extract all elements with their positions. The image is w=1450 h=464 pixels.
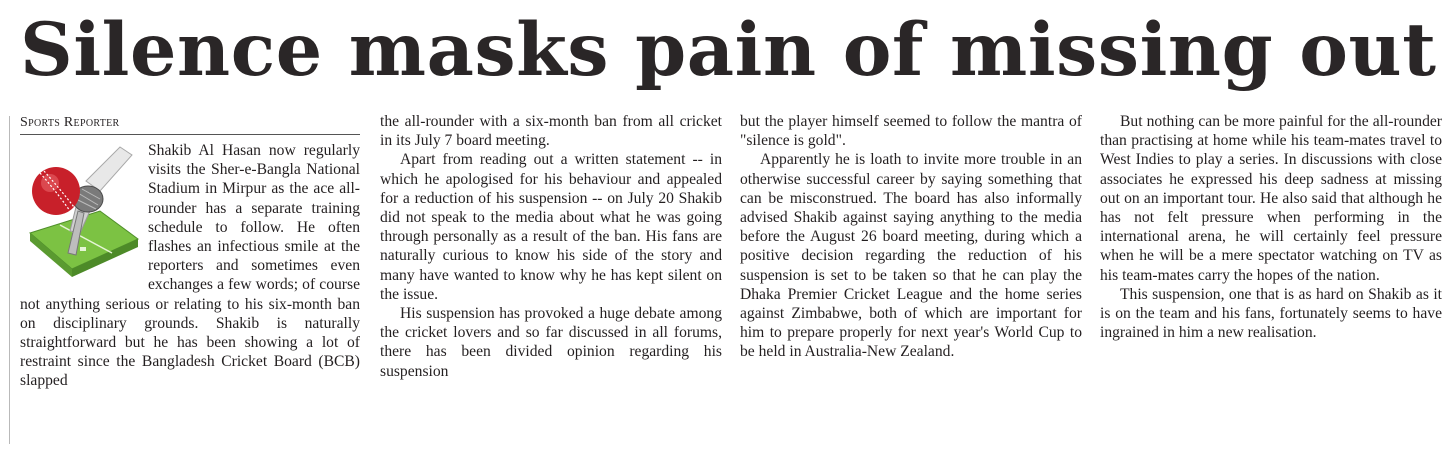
article-column-2 — [380, 112, 722, 452]
article-column-1 — [20, 112, 360, 452]
paragraph: but the player himself seemed to follow the mantra of "silence is gold". — [740, 113, 1082, 150]
paragraph: His suspension has provoked a huge debate among the cricket lovers and so far discussed in all forums, there has been divided opinion regarding his suspension — [380, 305, 722, 380]
headline: Silence masks pain of missing out — [20, 7, 1437, 93]
paragraph: the all-rounder with a six-month ban from all cricket in its July 7 board meeting. — [380, 113, 722, 150]
left-column-rule — [9, 116, 10, 444]
paragraph: But nothing can be more painful for the all-rounder than practising at home while his team-mates travel to West Indies to play a series. In discussions with close associates he expressed his deep sadness at missing out on an important tour. He also said that although he has not felt pressure when performing in the international arena, he will certainly feel pressure when he will be a mere spectator watching on TV as his team-mates carry the hopes of the nation. — [1100, 113, 1442, 284]
paragraph: Apart from reading out a written statement -- in which he apologised for his behaviour and appealed for a reduction of his suspension -- on July 20 Shakib did not speak to the media about what he was going through personally as a result of the ban. His fans are naturally curious to know his side of the story and many have wanted to know why he has kept silent on the issue. — [380, 151, 722, 303]
byline: Sports Reporter — [20, 112, 360, 135]
article-column-4 — [1100, 112, 1442, 452]
paragraph: This suspension, one that is as hard on Shakib as it is on the team and his fans, fortunately seems to have ingrained in him a new realisation. — [1100, 285, 1442, 342]
paragraph: Apparently he is loath to invite more trouble in an otherwise successful career by saying something that can be misconstrued. The board has also informally advised Shakib against saying anything to the media before the August 26 board meeting, during which a positive decision regarding the reduction of his suspension is set to be taken so that he can play the Dhaka Premier Cricket League and the home series against Zimbabwe, both of which are important for him to prepare properly for next year's World Cup to be held in Australia-New Zealand. — [740, 151, 1082, 361]
article-column-3 — [740, 112, 1082, 452]
cricket-ball-microphone-illustration — [20, 141, 142, 287]
paragraph: Shakib Al Hasan now regularly visits the Sher-e-Bangla National Stadium in Mirpur as the ace all-rounder has a separate training schedule to follow. He often flashes an infectious smile at the reporters and sometimes even exchanges a few words; of course not anything serious or relating to his six-month ban on disciplinary grounds. Shakib is naturally straightforward but he has been showing a lot of restraint since the Bangladesh Cricket Board (BCB) slapped — [20, 142, 360, 390]
